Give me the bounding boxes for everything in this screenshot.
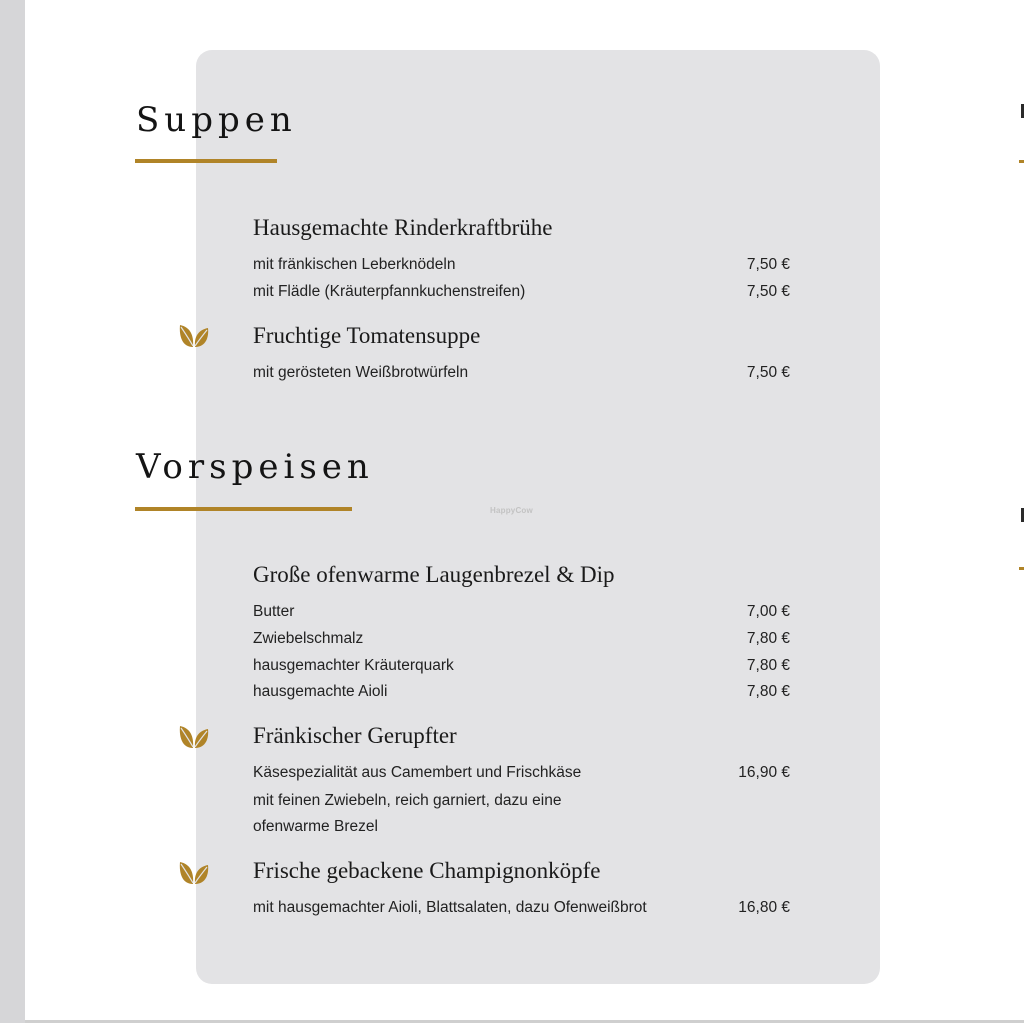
dish-title: Frische gebackene Champignonköpfe (253, 858, 601, 883)
section-rule-suppen (135, 159, 277, 163)
dish-line: ofenwarme Brezel (253, 818, 378, 835)
dish-title: Fruchtige Tomatensuppe (253, 323, 481, 348)
dish-line: hausgemachte Aioli (253, 683, 388, 700)
dish-price: 7,50 € (746, 256, 790, 273)
dish-price: 7,80 € (746, 683, 790, 700)
dish-line: mit hausgemachter Aioli, Blattsalaten, dazu Ofenweißbrot (253, 899, 647, 916)
next-page-rule-fragment (1019, 567, 1024, 570)
dish-line: Butter (253, 603, 295, 620)
section-rule-vorspeisen (135, 507, 352, 511)
left-page-edge (0, 0, 25, 1023)
dish-price: 7,50 € (746, 283, 790, 300)
dish-line: Käsespezialität aus Camembert und Frischkäse (253, 764, 582, 781)
dish-price: 7,00 € (746, 603, 790, 620)
leaf-icon (178, 724, 210, 750)
dish-line: mit fränkischen Leberknödeln (253, 256, 456, 273)
dish-price: 16,80 € (738, 899, 790, 916)
dish-price: 7,80 € (746, 657, 790, 674)
section-title-suppen: Suppen (136, 100, 297, 140)
menu-card-background (196, 50, 880, 984)
dish-line: Zwiebelschmalz (253, 630, 364, 647)
dish-title: Hausgemachte Rinderkraftbrühe (253, 215, 553, 240)
next-page-rule-fragment (1019, 160, 1024, 163)
dish-line: mit feinen Zwiebeln, reich garniert, dazu eine (253, 792, 562, 809)
dish-price: 7,50 € (746, 364, 790, 381)
dish-price: 7,80 € (746, 630, 790, 647)
dish-line: mit gerösteten Weißbrotwürfeln (253, 364, 469, 381)
watermark: HappyCow (490, 506, 533, 515)
dish-title: Fränkischer Gerupfter (253, 723, 457, 748)
dish-line: mit Flädle (Kräuterpfannkuchenstreifen) (253, 283, 526, 300)
leaf-icon (178, 860, 210, 886)
leaf-icon (178, 323, 210, 349)
dish-line: hausgemachter Kräuterquark (253, 657, 454, 674)
section-title-vorspeisen: Vorspeisen (136, 447, 374, 487)
dish-price: 16,90 € (738, 764, 790, 781)
dish-title: Große ofenwarme Laugenbrezel & Dip (253, 562, 615, 587)
